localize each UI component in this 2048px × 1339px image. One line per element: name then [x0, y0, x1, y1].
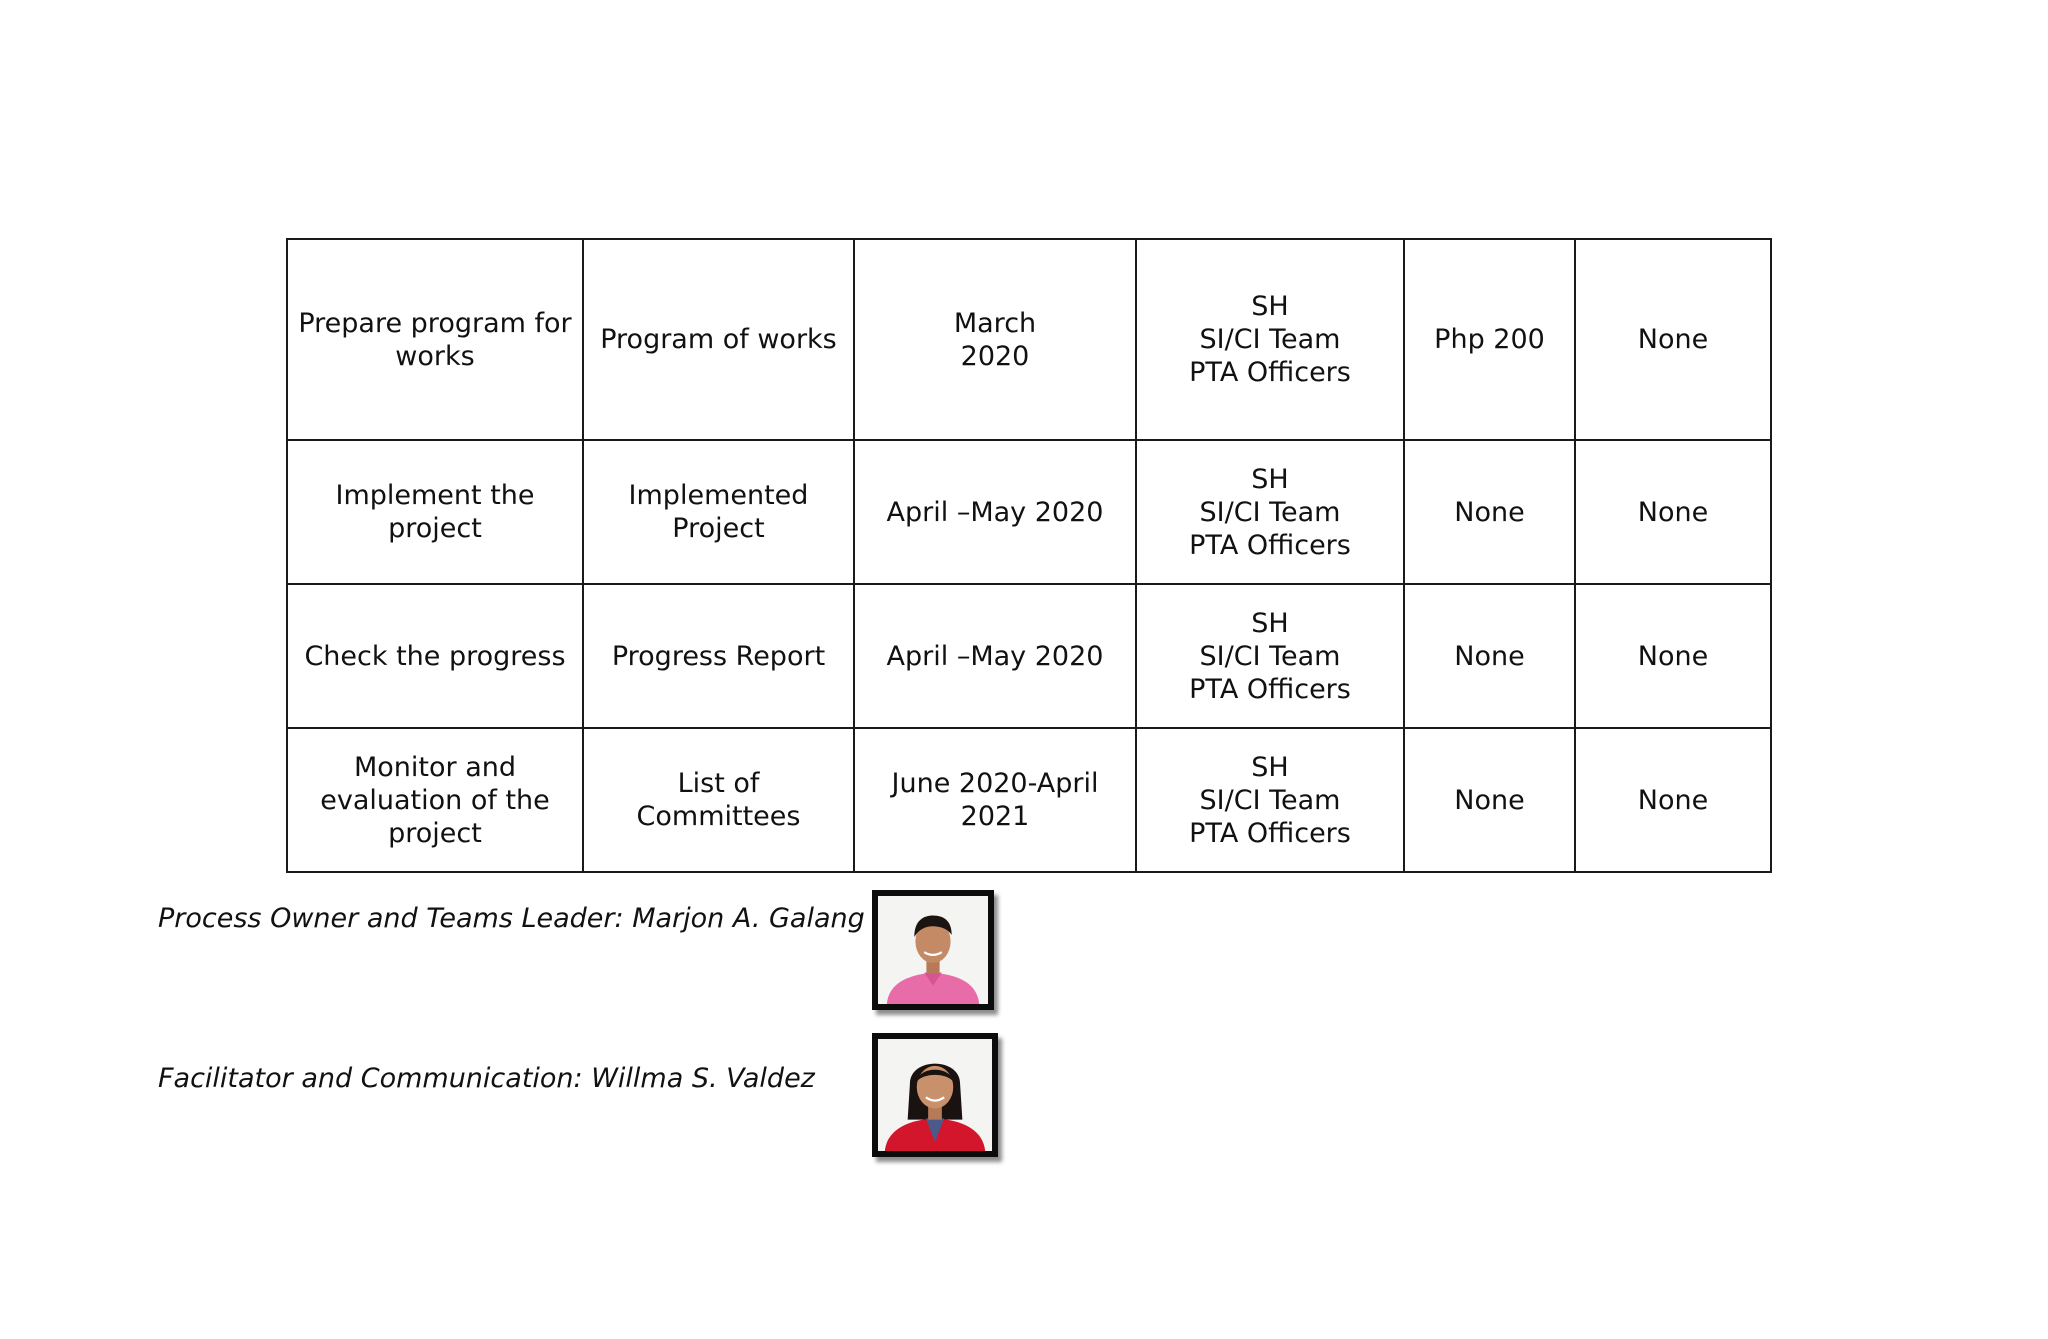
budget-cell: None [1404, 440, 1575, 584]
table-row [287, 728, 1771, 872]
time-frame-cell: June 2020-April 2021 [854, 728, 1136, 872]
time-frame-cell: March 2020 [854, 239, 1136, 440]
action-plan-table [286, 238, 1772, 873]
persons-involved-cell: SH SI/CI Team PTA Officers [1136, 440, 1404, 584]
output-cell: List of Committees [583, 728, 854, 872]
source-cell: None [1575, 584, 1771, 728]
output-cell: Program of works [583, 239, 854, 440]
persons-involved-cell: SH SI/CI Team PTA Officers [1136, 728, 1404, 872]
process-owner-caption: Process Owner and Teams Leader: Marjon A. Galang [158, 903, 865, 934]
persons-involved-cell: SH SI/CI Team PTA Officers [1136, 584, 1404, 728]
facilitator-caption: Facilitator and Communication: Willma S. Valdez [158, 1063, 815, 1094]
time-frame-cell: April –May 2020 [854, 440, 1136, 584]
table-row [287, 239, 1771, 440]
person-photo-man-pink-shirt-icon [872, 890, 994, 1010]
table-row [287, 584, 1771, 728]
output-cell: Implemented Project [583, 440, 854, 584]
activity-cell: Monitor and evaluation of the project [287, 728, 583, 872]
activity-cell: Check the progress [287, 584, 583, 728]
activity-cell: Prepare program for works [287, 239, 583, 440]
table-row [287, 440, 1771, 584]
time-frame-cell: April –May 2020 [854, 584, 1136, 728]
source-cell: None [1575, 728, 1771, 872]
budget-cell: None [1404, 728, 1575, 872]
source-cell: None [1575, 440, 1771, 584]
output-cell: Progress Report [583, 584, 854, 728]
budget-cell: None [1404, 584, 1575, 728]
budget-cell: Php 200 [1404, 239, 1575, 440]
activity-cell: Implement the project [287, 440, 583, 584]
persons-involved-cell: SH SI/CI Team PTA Officers [1136, 239, 1404, 440]
person-photo-woman-red-blouse-icon [872, 1033, 998, 1157]
source-cell: None [1575, 239, 1771, 440]
